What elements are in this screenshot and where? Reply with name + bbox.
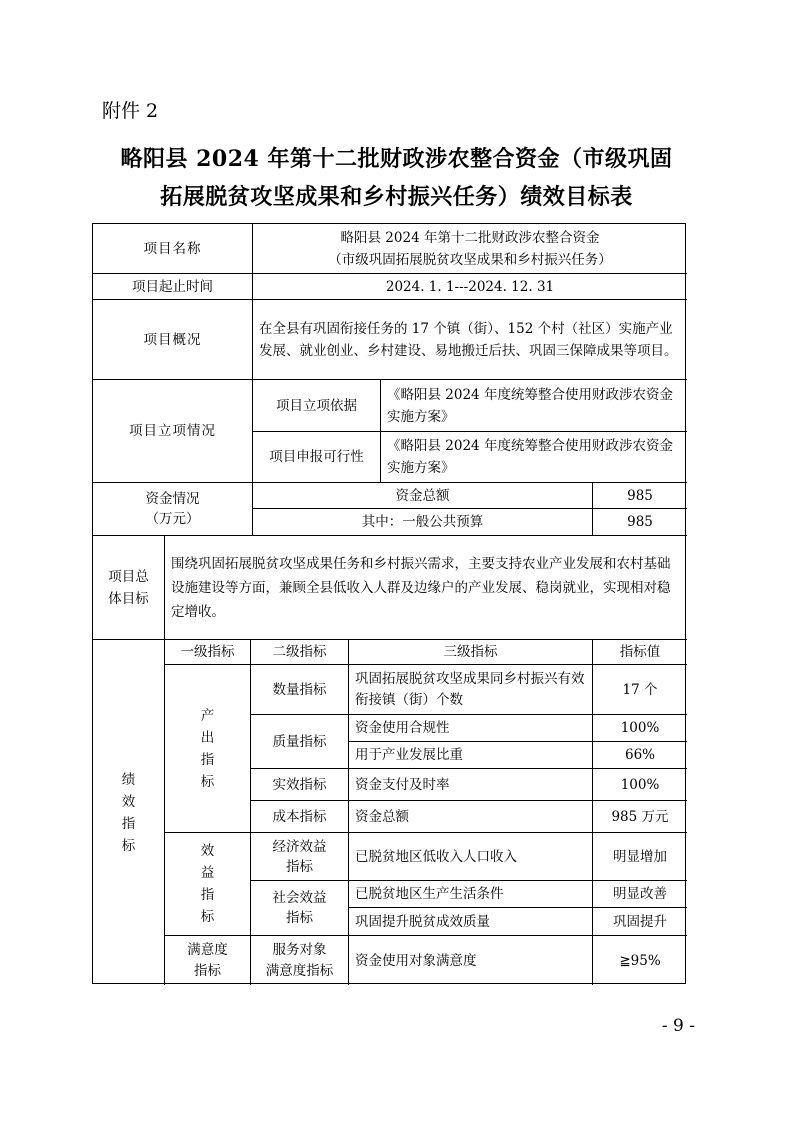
performance-char-2: 效 [121, 793, 136, 810]
benefit-indicators-label [165, 833, 251, 936]
cost-label: 成本指标 [251, 801, 349, 833]
economic-label-line1: 经济效益 [272, 838, 327, 855]
document-title-line2: 拓展脱贫攻坚成果和乡村振兴任务）绩效目标表 [160, 184, 633, 210]
social-value-2: 巩固提升 [593, 908, 687, 936]
goal-label [93, 536, 165, 640]
header-level1: 一级指标 [165, 640, 251, 665]
quantity-item: 巩固拓展脱贫攻坚成果同乡村振兴有效衔接镇（街）个数 [349, 665, 593, 715]
project-name-label: 项目名称 [93, 224, 253, 274]
effect-item: 资金支付及时率 [349, 769, 593, 801]
header-level2: 二级指标 [251, 640, 349, 665]
quality-label: 质量指标 [251, 715, 349, 769]
period-label: 项目起止时间 [93, 274, 253, 300]
output-indicators-label [165, 665, 251, 833]
benefit-char-2: 益 [200, 865, 215, 881]
page-number: - 9 - [661, 1016, 695, 1036]
social-label [251, 881, 349, 936]
goal-label-line2: 体目标 [108, 590, 149, 607]
funds-label-line2: （万元） [145, 511, 200, 527]
satisfaction-sub-label-line2: 满意度指标 [265, 962, 334, 979]
performance-char-4: 标 [121, 837, 136, 854]
satisfaction-label-line1: 满意度 [187, 941, 228, 958]
social-label-line1: 社会效益 [272, 890, 327, 906]
social-label-line2: 指标 [286, 910, 313, 926]
economic-label [251, 833, 349, 881]
satisfaction-sub-label [251, 936, 349, 985]
output-char-3: 指 [200, 751, 215, 768]
benefit-char-4: 标 [200, 909, 215, 925]
approval-basis-value: 《略阳县 2024 年度统筹整合使用财政涉农资金实施方案》 [381, 380, 687, 432]
quality-value-2: 66% [593, 742, 687, 769]
approval-label: 项目立项情况 [93, 380, 253, 483]
goal-value: 围绕巩固拓展脱贫攻坚成果任务和乡村振兴需求，主要支持农业产业发展和农村基础设施建设等方面，兼顾全县低收入人群及边缘户的产业发展、稳岗就业，实现相对稳定增收。 [165, 536, 687, 640]
output-char-2: 出 [200, 729, 215, 746]
satisfaction-sub-label-line1: 服务对象 [272, 941, 327, 958]
effect-value: 100% [593, 769, 687, 801]
social-value-1: 明显改善 [593, 881, 687, 908]
overview-value: 在全县有巩固衔接任务的 17 个镇（街）、152 个村（社区）实施产业发展、就业创业、乡村建设、易地搬迁后扶、巩固三保障成果等项目。 [253, 300, 687, 380]
approval-feasibility-value: 《略阳县 2024 年度统筹整合使用财政涉农资金实施方案》 [381, 432, 687, 483]
cost-value: 985 万元 [593, 801, 687, 833]
approval-feasibility-label: 项目申报可行性 [253, 432, 381, 483]
performance-label [93, 640, 165, 985]
quantity-value: 17 个 [593, 665, 687, 715]
goal-label-line1: 项目总 [108, 568, 149, 585]
benefit-char-1: 效 [200, 843, 215, 859]
satisfaction-item: 资金使用对象满意度 [349, 936, 593, 985]
funds-label [93, 483, 253, 536]
social-item-1: 已脱贫地区生产生活条件 [349, 881, 593, 908]
performance-char-3: 指 [121, 815, 136, 832]
performance-char-1: 绩 [121, 771, 136, 788]
effect-label: 实效指标 [251, 769, 349, 801]
economic-label-line2: 指标 [286, 858, 313, 875]
header-value: 指标值 [593, 640, 687, 665]
project-name-line1: 略阳县 2024 年第十二批财政涉农整合资金 [340, 229, 600, 246]
funds-total-value: 985 [593, 483, 687, 509]
funds-public-value: 985 [593, 509, 687, 536]
approval-basis-label: 项目立项依据 [253, 380, 381, 432]
satisfaction-value: ≧95% [619, 952, 661, 969]
document-title-line1: 略阳县 2024 年第十二批财政涉农整合资金（市级巩固 [120, 146, 673, 172]
economic-item: 已脱贫地区低收入人口收入 [349, 833, 593, 881]
benefit-char-3: 指 [200, 887, 215, 903]
quality-value-1: 100% [593, 715, 687, 742]
funds-public-label: 其中：一般公共预算 [253, 509, 593, 536]
cost-item: 资金总额 [349, 801, 593, 833]
quality-item-1: 资金使用合规性 [349, 715, 593, 742]
overview-label: 项目概况 [93, 300, 253, 380]
header-level3: 三级指标 [349, 640, 593, 665]
funds-label-line1: 资金情况 [145, 491, 200, 507]
annex-label: 附件 2 [102, 100, 159, 122]
project-name-value [253, 224, 687, 274]
funds-total-label: 资金总额 [253, 483, 593, 509]
project-name-line2: （市级巩固拓展脱贫攻坚成果和乡村振兴任务） [328, 251, 612, 268]
social-item-2: 巩固提升脱贫成效质量 [349, 908, 593, 936]
performance-target-table [92, 223, 686, 984]
output-char-1: 产 [200, 707, 215, 724]
economic-value: 明显增加 [593, 833, 687, 881]
quality-item-2: 用于产业发展比重 [349, 742, 593, 769]
quantity-label: 数量指标 [251, 665, 349, 715]
output-char-4: 标 [200, 773, 215, 790]
satisfaction-label [165, 936, 251, 985]
period-value: 2024. 1. 1---2024. 12. 31 [253, 274, 687, 300]
satisfaction-label-line2: 指标 [194, 962, 221, 979]
